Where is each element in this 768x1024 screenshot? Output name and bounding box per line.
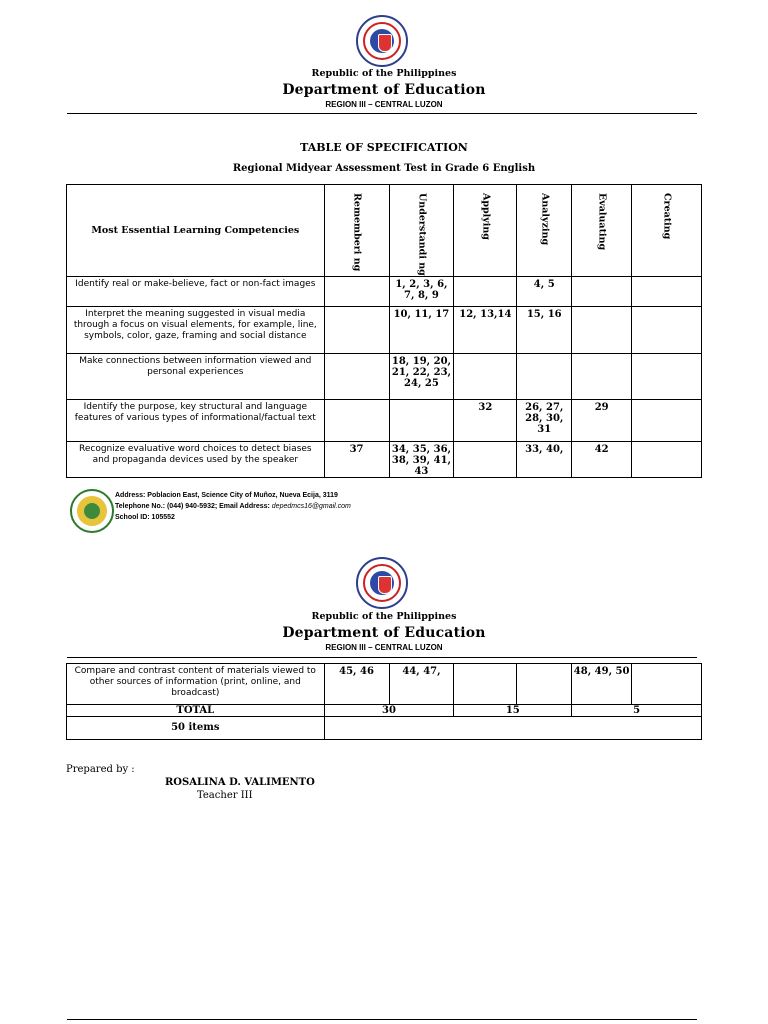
level-header-evaluating: Evaluating — [572, 185, 632, 277]
region-line: REGION III – CENTRAL LUZON — [325, 100, 443, 109]
total-lower: 30 — [324, 705, 454, 717]
item-cell: 4, 5 — [517, 276, 572, 306]
school-address: Address: Poblacion East, Science City of Muñoz, Nueva Ecija, 3119 — [115, 492, 338, 499]
level-header-analyzing: Analyzing — [517, 185, 572, 277]
specification-table-continued — [66, 663, 702, 740]
level-header-understanding: Understandi ng — [389, 185, 454, 277]
item-cell — [632, 276, 702, 306]
competency-cell: Interpret the meaning suggested in visual media through a focus on visual elements, for example, line, symbols, color, gaze, framing and social distance — [67, 306, 325, 353]
item-cell — [632, 664, 702, 705]
items-total: 50 items — [67, 717, 325, 740]
table-row — [67, 441, 702, 477]
item-cell: 10, 11, 17 — [389, 306, 454, 353]
item-cell — [454, 276, 517, 306]
prepared-by-label: Prepared by : — [66, 764, 135, 775]
item-cell: 44, 47, — [389, 664, 454, 705]
items-row — [67, 717, 702, 740]
item-cell: 18, 19, 20, 21, 22, 23, 24, 25 — [389, 353, 454, 399]
competency-header: Most Essential Learning Competencies — [67, 185, 325, 277]
item-cell — [324, 306, 389, 353]
item-cell — [632, 441, 702, 477]
republic-line: Republic of the Philippines — [311, 611, 457, 622]
bottom-rule — [67, 1019, 697, 1020]
item-cell — [454, 441, 517, 477]
competency-cell: Identify the purpose, key structural and language features of various types of informational/factual text — [67, 399, 325, 441]
table-row — [67, 399, 702, 441]
header-rule — [67, 657, 697, 658]
total-label: TOTAL — [67, 705, 325, 717]
item-cell: 32 — [454, 399, 517, 441]
item-cell — [517, 664, 572, 705]
item-cell — [454, 664, 517, 705]
footer-rule — [67, 477, 697, 478]
table-row — [67, 353, 702, 399]
deped-seal — [356, 557, 408, 609]
item-cell: 45, 46 — [324, 664, 389, 705]
item-cell — [517, 353, 572, 399]
competency-cell: Identify real or make-believe, fact or non-fact images — [67, 276, 325, 306]
item-cell — [572, 353, 632, 399]
item-cell: 42 — [572, 441, 632, 477]
competency-cell: Compare and contrast content of materials viewed to other sources of information (print, online, and broadcast) — [67, 664, 325, 705]
item-cell: 48, 49, 50 — [572, 664, 632, 705]
preparer-name: ROSALINA D. VALIMENTO — [165, 777, 315, 788]
total-middle: 15 — [454, 705, 572, 717]
header-rule — [67, 113, 697, 114]
preparer-position: Teacher III — [197, 790, 253, 801]
item-cell: 1, 2, 3, 6, 7, 8, 9 — [389, 276, 454, 306]
department-line: Department of Education — [282, 82, 486, 98]
competency-cell: Recognize evaluative word choices to detect biases and propaganda devices used by the speaker — [67, 441, 325, 477]
table-row — [67, 276, 702, 306]
item-cell: 33, 40, — [517, 441, 572, 477]
item-cell — [572, 276, 632, 306]
school-logo — [70, 489, 114, 533]
items-blank — [324, 717, 701, 740]
item-cell — [324, 353, 389, 399]
competency-cell: Make connections between information viewed and personal experiences — [67, 353, 325, 399]
level-header-creating: Creating — [632, 185, 702, 277]
document-title: TABLE OF SPECIFICATION — [300, 141, 468, 154]
item-cell: 26, 27, 28, 30, 31 — [517, 399, 572, 441]
item-cell: 34, 35, 36, 38, 39, 41, 43 — [389, 441, 454, 477]
republic-line: Republic of the Philippines — [311, 68, 457, 79]
table-row — [67, 306, 702, 353]
item-cell: 37 — [324, 441, 389, 477]
item-cell — [632, 306, 702, 353]
document-subtitle: Regional Midyear Assessment Test in Grade 6 English — [232, 163, 536, 174]
school-email: depedmcs16@gmail.com — [271, 503, 351, 510]
table-row — [67, 664, 702, 705]
item-cell — [572, 306, 632, 353]
school-telephone: Telephone No.: (044) 940-5932; Email Address: depedmcs16@gmail.com — [115, 503, 351, 510]
total-row — [67, 705, 702, 717]
item-cell: 29 — [572, 399, 632, 441]
item-cell — [632, 353, 702, 399]
department-line: Department of Education — [282, 625, 486, 641]
school-id: School ID: 105552 — [115, 514, 175, 521]
deped-seal — [356, 15, 408, 67]
total-higher: 5 — [572, 705, 702, 717]
item-cell — [324, 399, 389, 441]
item-cell — [454, 353, 517, 399]
school-contact — [115, 490, 351, 523]
specification-table — [66, 184, 702, 478]
item-cell — [632, 399, 702, 441]
level-header-applying: Applying — [454, 185, 517, 277]
item-cell — [389, 399, 454, 441]
region-line: REGION III – CENTRAL LUZON — [325, 643, 443, 652]
item-cell: 15, 16 — [517, 306, 572, 353]
item-cell: 12, 13,14 — [454, 306, 517, 353]
level-header-remembering: Rememberi ng — [324, 185, 389, 277]
item-cell — [324, 276, 389, 306]
